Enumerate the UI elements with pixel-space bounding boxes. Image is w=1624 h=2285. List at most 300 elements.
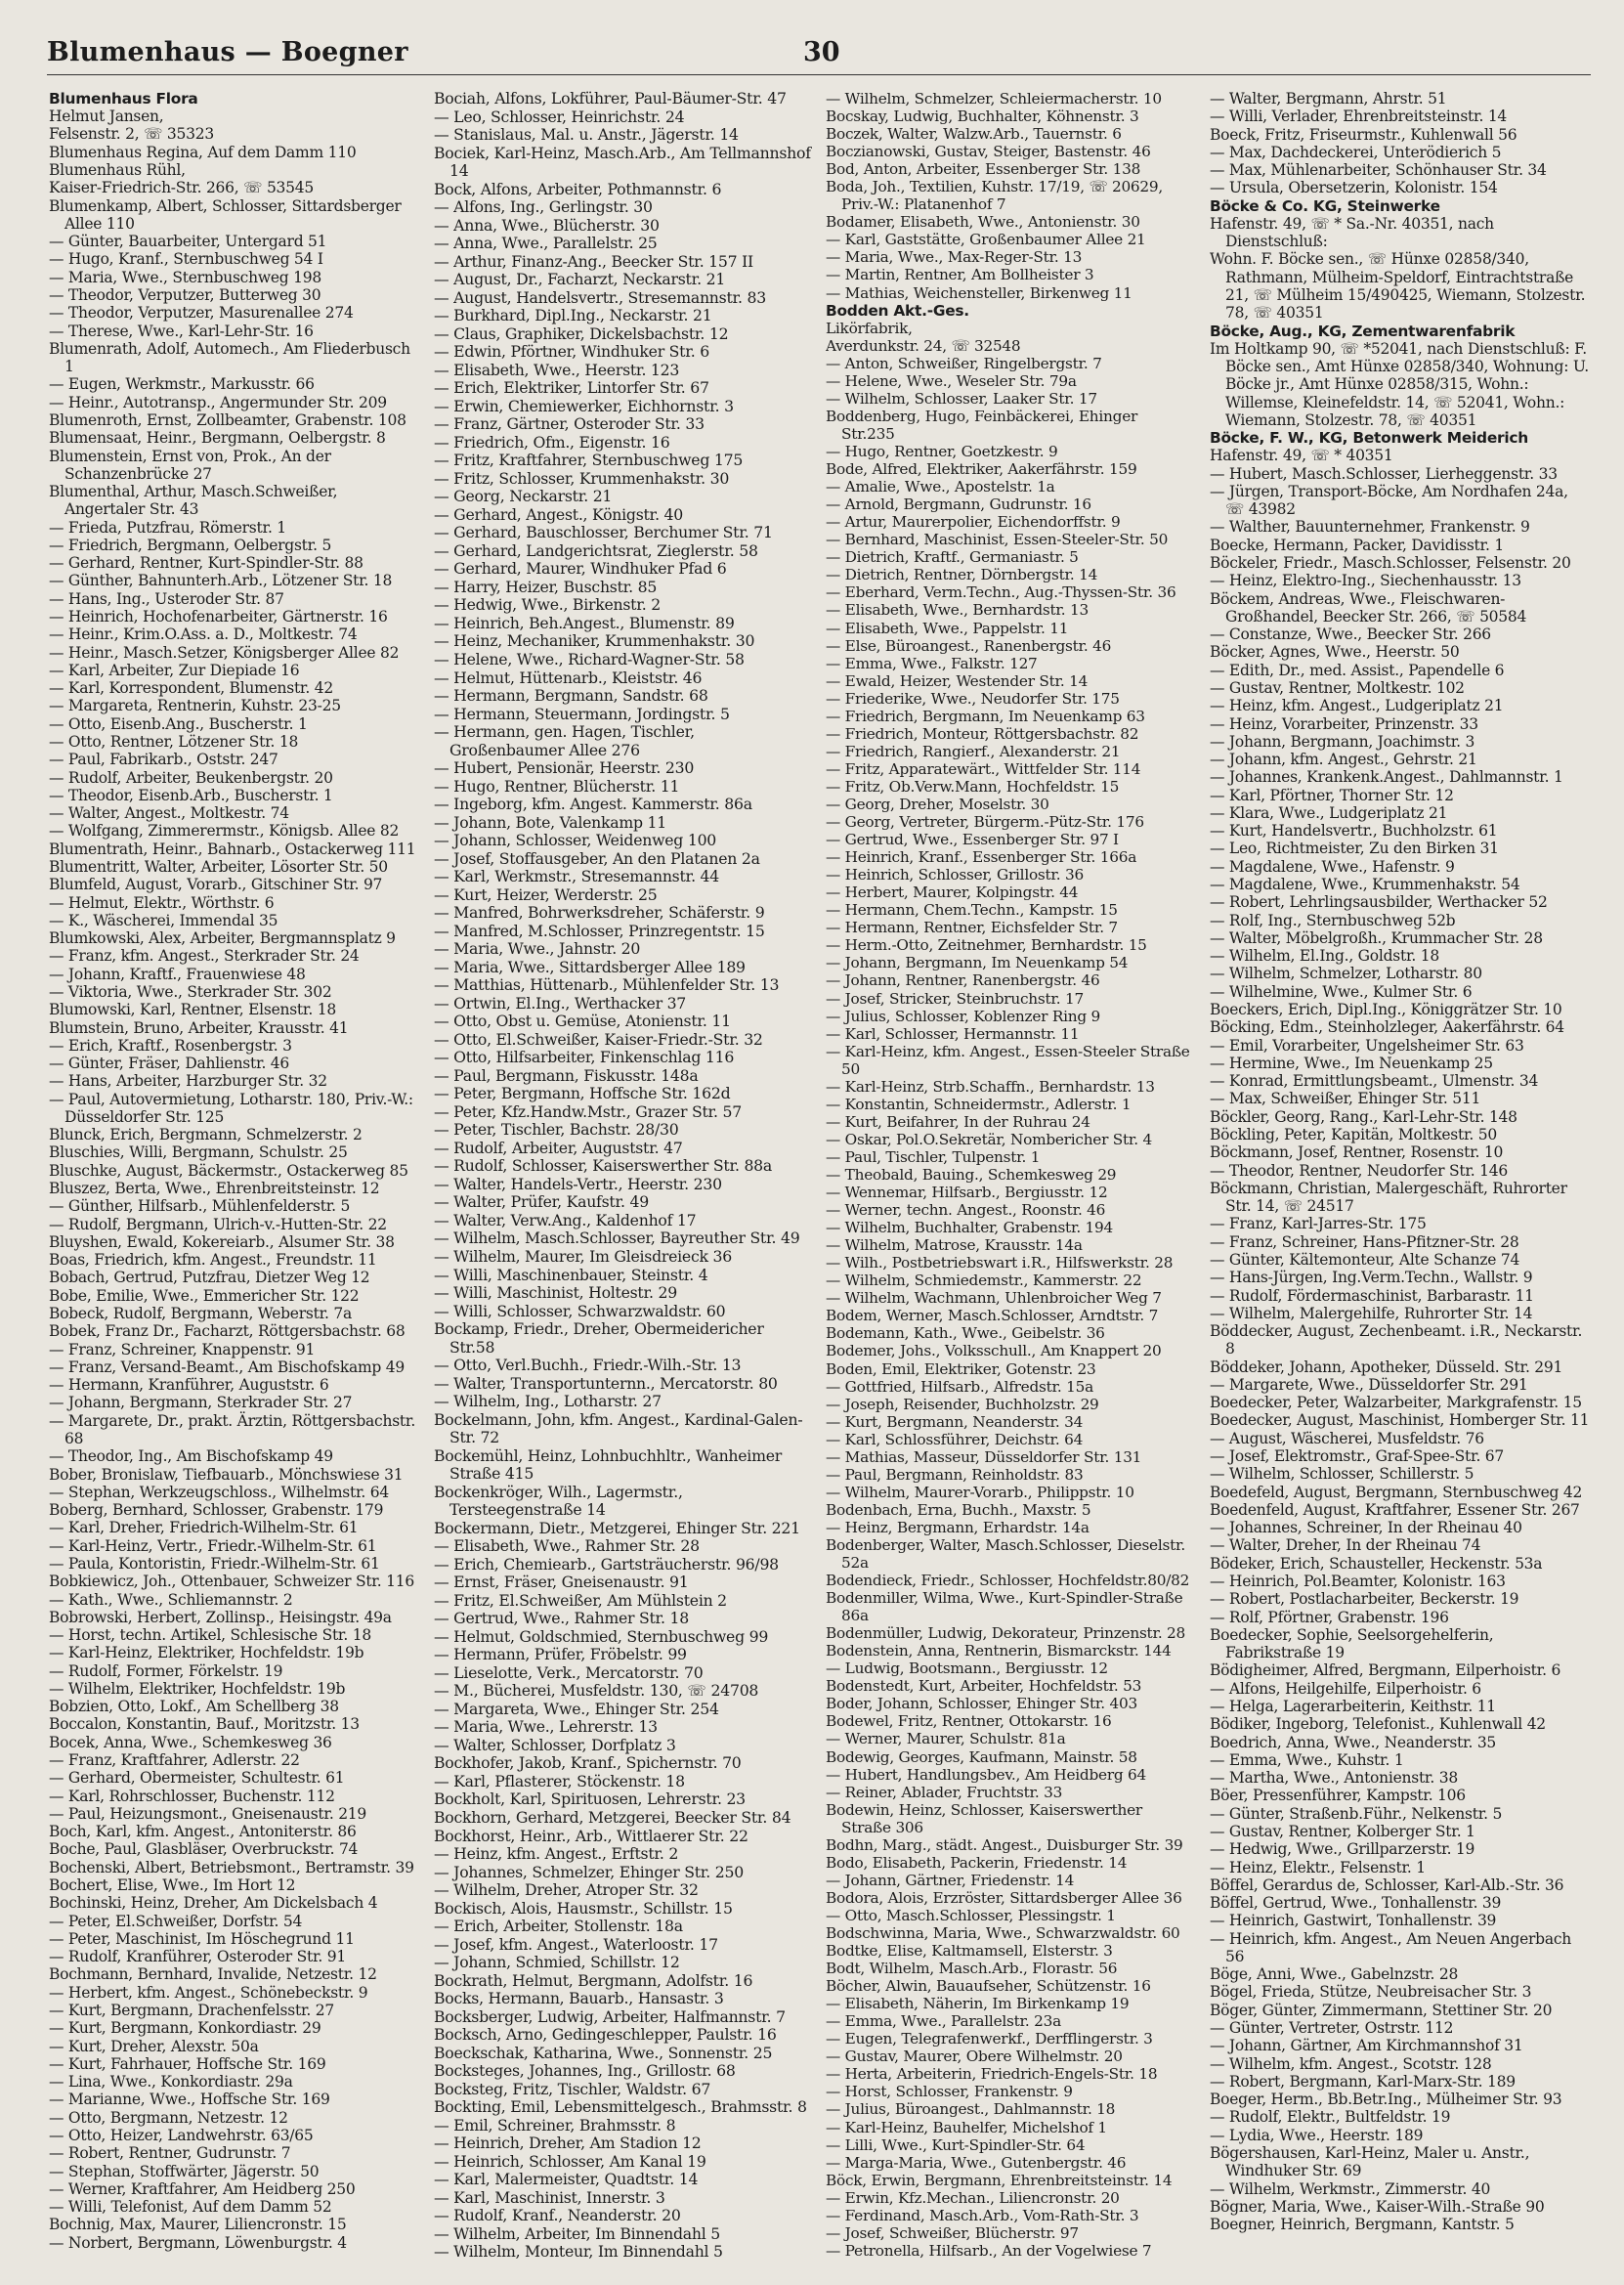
directory-entry: — Herta, Arbeiterin, Friedrich-Engels-Str. 18 — [826, 2065, 1158, 2084]
directory-entry: — Leo, Schlosser, Heinrichstr. 24 — [434, 107, 685, 126]
directory-entry: Bödiker, Ingeborg, Telefonist., Kuhlenwall 42 — [1210, 1715, 1546, 1734]
directory-entry: — Margarete, Wwe., Düsseldorfer Str. 291 — [1210, 1375, 1528, 1394]
directory-entry: — Heinrich, Beh.Angest., Blumenstr. 89 — [434, 613, 735, 632]
directory-entry: — Friedrich, Monteur, Röttgersbachstr. 82 — [826, 724, 1139, 743]
directory-entry: Böckmann, Josef, Rentner, Rosenstr. 10 — [1210, 1143, 1504, 1162]
directory-entry: — Lieselotte, Verk., Mercatorstr. 70 — [434, 1662, 704, 1682]
directory-entry: Bochmann, Bernhard, Invalide, Netzestr. 12 — [49, 1965, 377, 1984]
directory-entry: Hafenstr. 49, ☏ * 40351 — [1210, 447, 1393, 465]
directory-entry: Boeckers, Erich, Dipl.Ing., Königgrätzer Str. 10 — [1210, 1001, 1562, 1019]
directory-entry: Kaiser-Friedrich-Str. 266, ☏ 53545 — [49, 179, 314, 197]
directory-entry: — Robert, Rentner, Gudrunstr. 7 — [49, 2144, 291, 2163]
directory-entry: — Werner, techn. Angest., Roonstr. 46 — [826, 1201, 1106, 1220]
directory-entry: Bocksch, Arno, Gedingeschlepper, Paulstr. 16 — [434, 2025, 777, 2045]
directory-entry: — Herbert, Maurer, Kolpingstr. 44 — [826, 884, 1079, 902]
directory-entry: Bode, Alfred, Elektriker, Aakerfährstr. 159 — [826, 460, 1137, 479]
directory-entry: — Paul, Autovermietung, Lotharstr. 180, Priv.-W.: Düsseldorfer Str. 125 — [49, 1090, 413, 1126]
directory-entry: — Theobald, Bauing., Schemkesweg 29 — [826, 1165, 1117, 1184]
directory-entry: — Paul, Bergmann, Reinholdstr. 83 — [826, 1465, 1084, 1484]
directory-entry: Helmut Jansen, — [49, 108, 164, 126]
directory-entry: — Helene, Wwe., Weseler Str. 79a — [826, 371, 1077, 390]
directory-entry: — Kath., Wwe., Schliemannstr. 2 — [49, 1590, 293, 1609]
directory-entry: — Reiner, Ablader, Fruchtstr. 33 — [826, 1783, 1063, 1801]
directory-entry: — Alfons, Ing., Gerlingstr. 30 — [434, 197, 653, 217]
directory-entry: Bodamer, Elisabeth, Wwe., Antonienstr. 30 — [826, 213, 1140, 232]
directory-entry: — Wilhelm, Schlosser, Laaker Str. 17 — [826, 389, 1097, 408]
directory-entry: Bockhofer, Jakob, Kranf., Spichernstr. 70 — [434, 1753, 742, 1773]
directory-entry: Bobek, Franz Dr., Facharzt, Röttgersbachstr. 68 — [49, 1322, 406, 1341]
directory-entry: — Josef, Elektromstr., Graf-Spee-Str. 67 — [1210, 1447, 1505, 1466]
directory-entry: — Karl, Rohrschlosser, Buchenstr. 112 — [49, 1787, 335, 1805]
directory-entry: — Johannes, Schmelzer, Ehinger Str. 250 — [434, 1862, 744, 1881]
directory-entry: — Margareta, Rentnerin, Kuhstr. 23-25 — [49, 697, 341, 715]
directory-entry: — Walter, Verw.Ang., Kaldenhof 17 — [434, 1210, 697, 1229]
directory-entry: Bodt, Wilhelm, Masch.Arb., Florastr. 56 — [826, 1960, 1118, 1978]
firm-heading: Böcke, F. W., KG, Betonwerk Meiderich — [1210, 429, 1528, 448]
directory-entry: — Hedwig, Wwe., Birkenstr. 2 — [434, 595, 661, 615]
directory-entry: — Wilhelm, Schmelzer, Lotharstr. 80 — [1210, 965, 1482, 983]
directory-entry: Böer, Pressenführer, Kampstr. 106 — [1210, 1787, 1466, 1805]
directory-entry: — Fritz, Apparatewärt., Wittfelder Str. 114 — [826, 759, 1141, 778]
directory-entry: Bluschies, Willi, Bergmann, Schulstr. 25 — [49, 1143, 348, 1162]
directory-entry: Boeckschak, Katharina, Wwe., Sonnenstr. 25 — [434, 2043, 773, 2062]
directory-entry: — Johann, Bote, Valenkamp 11 — [434, 812, 666, 832]
directory-entry: — Gertrud, Wwe., Essenberger Str. 97 I — [826, 831, 1119, 849]
directory-entry: Bocksteg, Fritz, Tischler, Waldstr. 67 — [434, 2079, 711, 2098]
directory-entry: — Karl, Dreher, Friedrich-Wilhelm-Str. 61 — [49, 1519, 359, 1537]
directory-entry: — Karl-Heinz, Bauhelfer, Michelshof 1 — [826, 2118, 1107, 2136]
directory-entry: — Wilhelmine, Wwe., Kulmer Str. 6 — [1210, 982, 1473, 1001]
directory-entry: Boccalon, Konstantin, Bauf., Moritzstr. 13 — [49, 1715, 360, 1734]
directory-entry: — Karl, Korrespondent, Blumenstr. 42 — [49, 679, 333, 698]
directory-entry: — Wilhelm, Werkmstr., Zimmerstr. 40 — [1210, 2179, 1491, 2198]
directory-entry: Bockamp, Friedr., Dreher, Obermeidericher Str.58 — [434, 1319, 764, 1357]
directory-entry: — Paul, Fabrikarb., Oststr. 247 — [49, 751, 278, 769]
directory-entry: — Hermann, gen. Hagen, Tischler, Großenbaumer Allee 276 — [434, 722, 695, 759]
firm-heading: Böcke, Aug., KG, Zementwarenfabrik — [1210, 322, 1516, 340]
directory-entry: — Hubert, Pensionär, Heerstr. 230 — [434, 758, 695, 778]
directory-entry: Blumensaat, Heinr., Bergmann, Oelbergstr. 8 — [49, 429, 386, 448]
directory-entry: — Günter, Straßenb.Führ., Nelkenstr. 5 — [1210, 1804, 1503, 1823]
directory-entry: — Maria, Wwe., Jahnstr. 20 — [434, 939, 641, 959]
directory-entry: — Heinr., Krim.O.Ass. a. D., Moltkestr. 74 — [49, 625, 358, 644]
directory-entry: — Theodor, Verputzer, Butterweg 30 — [49, 285, 321, 304]
directory-entry: Boberg, Bernhard, Schlosser, Grabenstr. 179 — [49, 1501, 384, 1520]
directory-entry: — Elisabeth, Wwe., Bernhardstr. 13 — [826, 601, 1089, 620]
page-number: 30 — [803, 37, 840, 67]
directory-entry: — Rolf, Pförtner, Grabenstr. 196 — [1210, 1608, 1449, 1626]
directory-entry: — Gerhard, Rentner, Kurt-Spindler-Str. 88 — [49, 554, 363, 573]
directory-entry: — Hubert, Masch.Schlosser, Lierheggenstr. 33 — [1210, 464, 1558, 483]
directory-entry: — Peter, Bergmann, Hoffsche Str. 162d — [434, 1084, 731, 1103]
directory-entry: — Johann, Gärtner, Friedenstr. 14 — [826, 1871, 1075, 1889]
directory-entry: — Johann, Bergmann, Sterkrader Str. 27 — [49, 1394, 353, 1412]
directory-entry: — Hermann, Kranführer, Auguststr. 6 — [49, 1376, 329, 1395]
directory-entry: — Franz, Schreiner, Hans-Pfitzner-Str. 28 — [1210, 1232, 1519, 1251]
directory-entry: — Edwin, Pförtner, Windhuker Str. 6 — [434, 342, 709, 362]
directory-entry: — Georg, Neckarstr. 21 — [434, 487, 613, 506]
directory-entry: — Johann, Schlosser, Weidenweg 100 — [434, 831, 717, 850]
directory-entry: — Emil, Vorarbeiter, Ungelsheimer Str. 63 — [1210, 1036, 1524, 1055]
directory-entry: — Wilhelm, Malergehilfe, Ruhrorter Str. 14 — [1210, 1304, 1533, 1322]
directory-entry: — Otto, Bergmann, Netzestr. 12 — [49, 2108, 288, 2127]
directory-entry: Bochinski, Heinz, Dreher, Am Dickelsbach 4 — [49, 1894, 378, 1913]
directory-entry: — Karl, Pflasterer, Stöckenstr. 18 — [434, 1771, 685, 1790]
directory-entry: Bodemer, Johs., Volksschull., Am Knappert 20 — [826, 1342, 1162, 1360]
directory-entry: — Walter, Bergmann, Ahrstr. 51 — [1210, 90, 1447, 108]
directory-entry: — Wilhelm, Elektriker, Hochfeldstr. 19b — [49, 1679, 346, 1698]
page-header — [47, 37, 1591, 76]
firm-heading: Blumenhaus Flora — [49, 90, 198, 108]
directory-entry: — Wilhelm, Schmiedemstr., Kammerstr. 22 — [826, 1272, 1142, 1290]
directory-entry: — Erich, Kraftf., Rosenbergstr. 3 — [49, 1036, 292, 1055]
directory-entry: — Maria, Wwe., Max-Reger-Str. 13 — [826, 248, 1083, 267]
directory-entry: — Heinr., Masch.Setzer, Königsberger Allee 82 — [49, 643, 400, 662]
directory-entry: — Fritz, Schlosser, Krummenhakstr. 30 — [434, 468, 730, 488]
directory-entry: Felsenstr. 2, ☏ 35323 — [49, 125, 214, 144]
firm-heading: Bodden Akt.-Ges. — [826, 301, 969, 320]
directory-entry: — Günter, Fräser, Dahlienstr. 46 — [49, 1055, 290, 1073]
directory-entry: — Emma, Wwe., Falkstr. 127 — [826, 654, 1038, 672]
directory-entry: Bodenbach, Erna, Buchh., Maxstr. 5 — [826, 1500, 1091, 1519]
directory-entry: Bodem, Werner, Masch.Schlosser, Arndtstr. 7 — [826, 1307, 1159, 1325]
directory-entry: — Johann, Bergmann, Joachimstr. 3 — [1210, 732, 1475, 751]
directory-entry: — Robert, Postlacharbeiter, Beckerstr. 19 — [1210, 1590, 1519, 1609]
directory-entry: — Lina, Wwe., Konkordiastr. 29a — [49, 2073, 293, 2091]
directory-entry: — Amalie, Wwe., Apostelstr. 1a — [826, 478, 1055, 496]
directory-entry: Boden, Emil, Elektriker, Gotenstr. 23 — [826, 1359, 1096, 1378]
directory-entry: — Rudolf, Arbeiter, Beukenbergstr. 20 — [49, 768, 333, 787]
directory-entry: Bodewin, Heinz, Schlosser, Kaiserswerther Straße 306 — [826, 1800, 1142, 1836]
directory-entry: — Bernhard, Maschinist, Essen-Steeler-Str. 50 — [826, 531, 1169, 549]
directory-entry: — Rolf, Ing., Sternbuschweg 52b — [1210, 911, 1456, 929]
directory-entry: — Theodor, Rentner, Neudorfer Str. 146 — [1210, 1161, 1508, 1180]
directory-entry: — Heinr., Autotransp., Angermunder Str. 209 — [49, 393, 387, 411]
directory-entry: — Anton, Schweißer, Ringelbergstr. 7 — [826, 354, 1102, 372]
directory-entry: — Helmut, Elektr., Wörthstr. 6 — [49, 893, 275, 912]
directory-entry: Bocksteges, Johannes, Ing., Grillostr. 68 — [434, 2061, 736, 2081]
directory-entry: — Rudolf, Elektr., Bultfeldstr. 19 — [1210, 2108, 1451, 2127]
directory-entry: — Anna, Wwe., Blücherstr. 30 — [434, 215, 660, 235]
directory-entry: — Franz, Karl-Jarres-Str. 175 — [1210, 1215, 1427, 1233]
directory-entry: Blumenstein, Ernst von, Prok., An der Schanzenbrücke 27 — [49, 447, 331, 483]
directory-entry: — Karl-Heinz, Strb.Schaffn., Bernhardstr. 13 — [826, 1077, 1155, 1096]
directory-entry: — Heinz, Elektro-Ing., Siechenhausstr. 13 — [1210, 572, 1521, 590]
directory-entry: Boedenfeld, August, Kraftfahrer, Essener Str. 267 — [1210, 1500, 1580, 1519]
directory-entry: — Wilhelm, Ing., Lotharstr. 27 — [434, 1392, 662, 1411]
directory-entry: — Karl, Schlossführer, Deichstr. 64 — [826, 1430, 1084, 1448]
header-name-range: Blumenhaus — Boegner — [47, 37, 408, 67]
directory-entry: — Gerhard, Obermeister, Schultestr. 61 — [49, 1769, 345, 1788]
directory-entry: — Petronella, Hilfsarb., An der Vogelwiese 7 — [826, 2241, 1152, 2260]
directory-entry: — Paul, Bergmann, Fiskusstr. 148a — [434, 1065, 699, 1085]
directory-entry: — Walter, Transportunternn., Mercatorstr. 80 — [434, 1373, 778, 1393]
directory-entry: Blumentrath, Heinr., Bahnarb., Ostackerweg 111 — [49, 840, 416, 858]
directory-entry: — Emma, Wwe., Parallelstr. 23a — [826, 2012, 1061, 2031]
directory-entry: Bober, Bronislaw, Tiefbauarb., Mönchswiese 31 — [49, 1465, 404, 1484]
directory-entry: — Heinrich, kfm. Angest., Am Neuen Angerbach 56 — [1210, 1929, 1571, 1965]
directory-entry: Blumentritt, Walter, Arbeiter, Lösorter Str. 50 — [49, 857, 388, 876]
directory-entry: — Margareta, Wwe., Ehinger Str. 254 — [434, 1699, 719, 1718]
directory-entry: — Kurt, Beifahrer, In der Ruhrau 24 — [826, 1112, 1090, 1131]
directory-entry: — Johannes, Schreiner, In der Rheinau 40 — [1210, 1519, 1522, 1537]
directory-entry: — Wennemar, Hilfsarb., Bergiusstr. 12 — [826, 1184, 1108, 1202]
directory-entry: Blumenrath, Adolf, Automech., Am Fliederbusch 1 — [49, 339, 410, 376]
directory-entry: — Lydia, Wwe., Heerstr. 189 — [1210, 2126, 1424, 2144]
directory-entry: — Heinrich, Kranf., Essenberger Str. 166a — [826, 848, 1137, 867]
directory-entry: — Paul, Tischler, Tulpenstr. 1 — [826, 1147, 1041, 1166]
directory-entry: Böger, Günter, Zimmermann, Stettiner Str. 20 — [1210, 2001, 1553, 2019]
directory-entry: Bochenski, Albert, Betriebsmont., Bertramstr. 39 — [49, 1858, 414, 1876]
directory-entry: — Willi, Schlosser, Schwarzwaldstr. 60 — [434, 1301, 726, 1320]
directory-entry: Blunck, Erich, Bergmann, Schmelzerstr. 2 — [49, 1126, 363, 1144]
directory-entry: Bodenstedt, Kurt, Arbeiter, Hochfeldstr. 53 — [826, 1677, 1142, 1696]
directory-entry: Boedecker, Peter, Walzarbeiter, Markgrafenstr. 15 — [1210, 1394, 1582, 1412]
directory-entry: — Herm.-Otto, Zeitnehmer, Bernhardstr. 15 — [826, 936, 1147, 955]
directory-entry: Blumenhaus Regina, Auf dem Damm 110 — [49, 143, 357, 161]
directory-entry: Bochert, Elise, Wwe., Im Hort 12 — [49, 1876, 296, 1895]
directory-entry: — Willi, Maschinist, Holtestr. 29 — [434, 1283, 677, 1303]
directory-entry: — Max, Mühlenarbeiter, Schönhauser Str. 34 — [1210, 161, 1547, 180]
directory-entry: Böckmann, Christian, Malergeschäft, Ruhrorter Str. 14, ☏ 24517 — [1210, 1179, 1567, 1216]
directory-entry: — Oskar, Pol.O.Sekretär, Nombericher Str. 4 — [826, 1130, 1152, 1148]
directory-entry: — Helmut, Goldschmied, Sternbuschweg 99 — [434, 1626, 769, 1646]
directory-entry: — Helene, Wwe., Richard-Wagner-Str. 58 — [434, 649, 745, 668]
directory-entry: — Erich, Arbeiter, Stollenstr. 18a — [434, 1917, 683, 1936]
directory-entry: — Dietrich, Kraftf., Germaniastr. 5 — [826, 548, 1079, 567]
directory-entry: — Manfred, M.Schlosser, Prinzregentstr. 15 — [434, 921, 765, 940]
directory-entry: — Stephan, Werkzeugschloss., Wilhelmstr. 64 — [49, 1483, 390, 1501]
directory-entry: — August, Wäscherei, Musfeldstr. 76 — [1210, 1429, 1484, 1447]
directory-entry: — Rudolf, Fördermaschinist, Barbarastr. 11 — [1210, 1286, 1534, 1305]
directory-entry: — Friedrich, Bergmann, Im Neuenkamp 63 — [826, 707, 1145, 725]
directory-entry: Bockelmann, John, kfm. Angest., Kardinal-Galen-Str. 72 — [434, 1409, 803, 1447]
directory-entry: — Johannes, Krankenk.Angest., Dahlmannstr. 1 — [1210, 768, 1563, 787]
directory-entry: Bödigheimer, Alfred, Bergmann, Eilperhoistr. 6 — [1210, 1661, 1561, 1680]
directory-entry: — Heinz, Elektr., Felsenstr. 1 — [1210, 1858, 1426, 1876]
directory-entry: — Klara, Wwe., Ludgeriplatz 21 — [1210, 803, 1448, 822]
directory-entry: Bodemann, Kath., Wwe., Geibelstr. 36 — [826, 1324, 1105, 1343]
directory-entry: — Karl, Pförtner, Thorner Str. 12 — [1210, 786, 1454, 804]
directory-entry: Bodora, Alois, Erzröster, Sittardsberger Allee 36 — [826, 1888, 1182, 1907]
directory-entry: Bluyshen, Ewald, Kokereiarb., Alsumer Str. 38 — [49, 1232, 395, 1251]
directory-entry: — Kurt, Handelsvertr., Buchholzstr. 61 — [1210, 822, 1498, 841]
firm-heading: Böcke & Co. KG, Steinwerke — [1210, 196, 1440, 215]
directory-entry: Boegner, Heinrich, Bergmann, Kantstr. 5 — [1210, 2216, 1515, 2234]
directory-entry: — Gerhard, Bauschlosser, Berchumer Str. 71 — [434, 523, 773, 542]
directory-entry: — Elisabeth, Wwe., Pappelstr. 11 — [826, 619, 1069, 637]
directory-entry: — Arnold, Bergmann, Gudrunstr. 16 — [826, 496, 1091, 514]
directory-entry: — Wolfgang, Zimmerermstr., Königsb. Allee 82 — [49, 822, 400, 841]
directory-entry: — Artur, Maurerpolier, Eichendorffstr. 9 — [826, 513, 1121, 532]
directory-entry: — Hermann, Rentner, Eichsfelder Str. 7 — [826, 919, 1118, 937]
directory-entry: Boder, Johann, Schlosser, Ehinger Str. 403 — [826, 1695, 1137, 1713]
directory-entry: — Magdalene, Wwe., Krummenhakstr. 54 — [1210, 876, 1520, 894]
directory-entry: — Karl, Malermeister, Quadtstr. 14 — [434, 2170, 699, 2189]
directory-entry: — Karl, Schlosser, Hermannstr. 11 — [826, 1024, 1080, 1043]
directory-entry: — Rudolf, Arbeiter, Auguststr. 47 — [434, 1138, 683, 1157]
directory-entry: — Günther, Bahnunterh.Arb., Lötzener Str. 18 — [49, 572, 393, 590]
directory-entry: — Theodor, Eisenb.Arb., Buscherstr. 1 — [49, 786, 333, 804]
directory-entry: — Johann, Kraftf., Frauenwiese 48 — [49, 965, 306, 983]
directory-entry: — Helmut, Hüttenarb., Kleiststr. 46 — [434, 668, 703, 687]
directory-entry: — Emma, Wwe., Kuhstr. 1 — [1210, 1750, 1404, 1769]
directory-entry: — Anna, Wwe., Parallelstr. 25 — [434, 234, 658, 253]
directory-entry: — Wilhelm, El.Ing., Goldstr. 18 — [1210, 947, 1439, 966]
directory-entry: — Theodor, Ing., Am Bischofskamp 49 — [49, 1447, 333, 1466]
directory-entry: — Otto, Verl.Buchh., Friedr.-Wilh.-Str. 13 — [434, 1356, 742, 1375]
directory-entry: — Friedrich, Bergmann, Oelbergstr. 5 — [49, 536, 332, 554]
directory-entry: — Franz, kfm. Angest., Sterkrader Str. 24 — [49, 947, 360, 966]
directory-entry: Bobzien, Otto, Lokf., Am Schellberg 38 — [49, 1698, 339, 1716]
column-1 — [49, 90, 418, 2275]
directory-entry: Bodenberger, Walter, Masch.Schlosser, Dieselstr. 52a — [826, 1535, 1185, 1573]
directory-entry: — Theodor, Verputzer, Masurenallee 274 — [49, 304, 354, 323]
column-3 — [826, 90, 1195, 2275]
directory-entry: — Burkhard, Dipl.Ing., Neckarstr. 21 — [434, 306, 712, 325]
directory-entry: — Heinrich, Hochofenarbeiter, Gärtnerstr. 16 — [49, 608, 388, 626]
directory-entry: — Horst, techn. Artikel, Schlesische Str. 18 — [49, 1626, 371, 1645]
directory-entry: Bockermann, Dietr., Metzgerei, Ehinger Str. 221 — [434, 1518, 800, 1537]
directory-entry: — Friedrich, Ofm., Eigenstr. 16 — [434, 432, 670, 452]
directory-entry: — Gottfried, Hilfsarb., Alfredstr. 15a — [826, 1377, 1093, 1396]
directory-entry: — Josef, Stricker, Steinbruchstr. 17 — [826, 989, 1084, 1008]
directory-entry: Boczek, Walter, Walzw.Arb., Tauernstr. 6 — [826, 125, 1122, 144]
directory-entry: Blumowski, Karl, Rentner, Elsenstr. 18 — [49, 1001, 336, 1019]
directory-entry: — Else, Büroangest., Ranenbergstr. 46 — [826, 636, 1112, 655]
directory-entry: — Fritz, Ob.Verw.Mann, Hochfeldstr. 15 — [826, 777, 1120, 796]
directory-entry: Böckling, Peter, Kapitän, Moltkestr. 50 — [1210, 1125, 1498, 1143]
directory-entry: — Hermann, Steuermann, Jordingstr. 5 — [434, 704, 730, 723]
directory-entry: — Fritz, Kraftfahrer, Sternbuschweg 175 — [434, 451, 744, 470]
directory-entry: — Walter, Dreher, In der Rheinau 74 — [1210, 1536, 1481, 1555]
directory-entry: — Magdalene, Wwe., Hafenstr. 9 — [1210, 857, 1455, 876]
directory-entry: — Otto, El.Schweißer, Kaiser-Friedr.-Str. 32 — [434, 1029, 763, 1049]
directory-entry: — Otto, Rentner, Lötzener Str. 18 — [49, 733, 299, 752]
directory-entry: Blumstein, Bruno, Arbeiter, Krausstr. 41 — [49, 1018, 349, 1037]
directory-entry: — Willi, Verlader, Ehrenbreitsteinstr. 14 — [1210, 108, 1508, 126]
directory-entry: — Julius, Schlosser, Koblenzer Ring 9 — [826, 1007, 1100, 1025]
directory-entry: — Ferdinand, Masch.Arb., Vom-Rath-Str. 3 — [826, 2206, 1139, 2224]
directory-entry: — Johann, Rentner, Ranenbergstr. 46 — [826, 971, 1100, 990]
directory-entry: — Stanislaus, Mal. u. Anstr., Jägerstr. 14 — [434, 125, 739, 145]
directory-entry: — Mathias, Weichensteller, Birkenweg 11 — [826, 283, 1133, 302]
directory-entry: Böffel, Gerardus de, Schlosser, Karl-Alb.-Str. 36 — [1210, 1875, 1564, 1894]
directory-entry: — Walter, Schlosser, Dorfplatz 3 — [434, 1735, 676, 1754]
directory-entry: Boeger, Herm., Bb.Betr.Ing., Mülheimer Str. 93 — [1210, 2091, 1562, 2109]
directory-entry: — Karl-Heinz, kfm. Angest., Essen-Steeler Straße 50 — [826, 1042, 1190, 1078]
directory-entry: Blumenkamp, Albert, Schlosser, Sittardsberger Allee 110 — [49, 196, 402, 233]
directory-entry: Boas, Friedrich, kfm. Angest., Freundstr. 11 — [49, 1251, 377, 1270]
directory-entry: Bluschke, August, Bäckermstr., Ostackerweg 85 — [49, 1161, 408, 1180]
directory-entry: Bockholt, Karl, Spirituosen, Lehrerstr. 23 — [434, 1789, 746, 1809]
directory-entry: — Georg, Vertreter, Bürgerm.-Pütz-Str. 176 — [826, 813, 1144, 832]
directory-entry: — Harry, Heizer, Buschstr. 85 — [434, 577, 658, 596]
directory-entry: Bockting, Emil, Lebensmittelgesch., Brahmsstr. 8 — [434, 2097, 807, 2117]
directory-entry: — Robert, Lehrlingsausbilder, Werthacker 52 — [1210, 893, 1548, 912]
directory-entry: — Hugo, Kranf., Sternbuschweg 54 I — [49, 250, 323, 269]
directory-entry: Bodenmüller, Ludwig, Dekorateur, Prinzenstr. 28 — [826, 1624, 1186, 1643]
directory-entry: — Ewald, Heizer, Westender Str. 14 — [826, 671, 1089, 690]
directory-entry: — Franz, Versand-Beamt., Am Bischofskamp 49 — [49, 1358, 405, 1376]
directory-entry: — Julius, Büroangest., Dahlmannstr. 18 — [826, 2100, 1116, 2119]
directory-entry: — Stephan, Stoffwärter, Jägerstr. 50 — [49, 2162, 320, 2180]
directory-entry: Bod, Anton, Arbeiter, Essenberger Str. 138 — [826, 160, 1141, 179]
directory-entry: — Ursula, Obersetzerin, Kolonistr. 154 — [1210, 179, 1498, 197]
directory-entry: — Edith, Dr., med. Assist., Papendelle 6 — [1210, 661, 1505, 679]
directory-entry: Boddenberg, Hugo, Feinbäckerei, Ehinger Str.235 — [826, 407, 1138, 444]
directory-entry: — Heinrich, Schlosser, Am Kanal 19 — [434, 2151, 706, 2171]
directory-entry: — Alfons, Heilgehilfe, Eilperhoistr. 6 — [1210, 1679, 1481, 1698]
directory-entry: Blumenthal, Arthur, Masch.Schweißer, Angertaler Str. 43 — [49, 483, 338, 519]
directory-entry: Bockenkröger, Wilh., Lagermstr., Tersteegenstraße 14 — [434, 1482, 683, 1520]
directory-entry: — Martin, Rentner, Am Bollheister 3 — [826, 266, 1094, 284]
directory-entry: — Franz, Kraftfahrer, Adlerstr. 22 — [49, 1751, 300, 1770]
directory-entry: — Robert, Bergmann, Karl-Marx-Str. 189 — [1210, 2072, 1516, 2091]
directory-entry: — Wilhelm, kfm. Angest., Scotstr. 128 — [1210, 2054, 1492, 2073]
directory-entry: — Gustav, Maurer, Obere Wilhelmstr. 20 — [826, 2048, 1123, 2066]
directory-entry: — Johann, Bergmann, Im Neuenkamp 54 — [826, 954, 1129, 972]
directory-entry: Bluszez, Berta, Wwe., Ehrenbreitsteinstr. 12 — [49, 1180, 380, 1198]
directory-entry: — Wilhelm, Arbeiter, Im Binnendahl 5 — [434, 2223, 720, 2243]
directory-entry: — Elisabeth, Näherin, Im Birkenkamp 19 — [826, 1995, 1130, 2013]
directory-entry: — Leo, Richtmeister, Zu den Birken 31 — [1210, 840, 1499, 858]
directory-entry: — Erich, Chemiearb., Gartsträucherstr. 96/98 — [434, 1554, 779, 1574]
directory-entry: — Hans-Jürgen, Ing.Verm.Techn., Wallstr. 9 — [1210, 1269, 1533, 1287]
directory-entry: — Karl-Heinz, Elektriker, Hochfeldstr. 19b — [49, 1644, 364, 1662]
directory-entry: — Hans, Ing., Usteroder Str. 87 — [49, 589, 284, 608]
column-2 — [434, 90, 813, 2275]
directory-entry: — Walther, Bauunternehmer, Frankenstr. 9 — [1210, 518, 1530, 537]
directory-entry: — Peter, Tischler, Bachstr. 28/30 — [434, 1120, 679, 1140]
directory-entry: — Margarete, Dr., prakt. Ärztin, Röttgersbachstr. 68 — [49, 1411, 416, 1447]
directory-entry: Böck, Erwin, Bergmann, Ehrenbreitsteinstr. 14 — [826, 2171, 1173, 2189]
directory-entry: Boedecker, Sophie, Seelsorgehelferin, Fabrikstraße 19 — [1210, 1625, 1494, 1662]
column-4 — [1210, 90, 1591, 2275]
directory-entry: — Paula, Kontoristin, Friedr.-Wilhelm-Str. 61 — [49, 1554, 380, 1573]
directory-entry: — Werner, Maurer, Schulstr. 81a — [826, 1730, 1066, 1748]
directory-entry: Böffel, Gertrud, Wwe., Tonhallenstr. 39 — [1210, 1894, 1502, 1913]
directory-entry: — Heinrich, Gastwirt, Tonhallenstr. 39 — [1210, 1912, 1497, 1930]
directory-entry: Böge, Anni, Wwe., Gabelnzstr. 28 — [1210, 1965, 1459, 1984]
directory-entry: — Kurt, Dreher, Alexstr. 50a — [49, 2037, 259, 2055]
directory-entry: Bodschwinna, Maria, Wwe., Schwarzwaldstr. 60 — [826, 1924, 1180, 1942]
directory-entry: — Gerhard, Maurer, Windhuker Pfad 6 — [434, 559, 727, 579]
directory-entry: Bobrowski, Herbert, Zollinsp., Heisingstr. 49a — [49, 1608, 392, 1626]
directory-entry: — Maria, Wwe., Sternbuschweg 198 — [49, 268, 321, 286]
directory-entry: — Wilhelm, Monteur, Im Binnendahl 5 — [434, 2242, 723, 2262]
directory-entry: Bögel, Frieda, Stütze, Neubreisacher Str. 3 — [1210, 1983, 1532, 2002]
directory-entry: Bobkiewicz, Joh., Ottenbauer, Schweizer Str. 116 — [49, 1573, 414, 1591]
directory-entry: — Gustav, Rentner, Moltkestr. 102 — [1210, 678, 1465, 697]
directory-entry: — Gustav, Rentner, Kolberger Str. 1 — [1210, 1822, 1475, 1840]
directory-entry: — Hermine, Wwe., Im Neuenkamp 25 — [1210, 1054, 1493, 1072]
directory-entry: — Wilhelm, Maurer-Vorarb., Philippstr. 10 — [826, 1483, 1134, 1501]
directory-entry: Bobeck, Rudolf, Bergmann, Weberstr. 7a — [49, 1305, 352, 1323]
directory-entry: — Kurt, Heizer, Werderstr. 25 — [434, 884, 658, 904]
directory-entry: — Elisabeth, Wwe., Heerstr. 123 — [434, 360, 680, 379]
header-rule — [47, 74, 1591, 75]
directory-entry: — Walter, Prüfer, Kaufstr. 49 — [434, 1192, 649, 1212]
directory-entry: Boedrich, Anna, Wwe., Neanderstr. 35 — [1210, 1733, 1497, 1751]
directory-entry: — Kurt, Bergmann, Neanderstr. 34 — [826, 1412, 1084, 1431]
directory-entry: — Gerhard, Angest., Königstr. 40 — [434, 504, 684, 524]
directory-entry: Böckem, Andreas, Wwe., Fleischwaren-Großhandel, Beecker Str. 266, ☏ 50584 — [1210, 589, 1527, 625]
directory-entry: — Otto, Masch.Schlosser, Plessingstr. 1 — [826, 1906, 1116, 1924]
directory-entry: — M., Bücherei, Musfeldstr. 130, ☏ 24708 — [434, 1681, 759, 1701]
directory-entry: Böckler, Georg, Rang., Karl-Lehr-Str. 148 — [1210, 1107, 1517, 1126]
directory-entry: — Friederike, Wwe., Neudorfer Str. 175 — [826, 689, 1120, 708]
